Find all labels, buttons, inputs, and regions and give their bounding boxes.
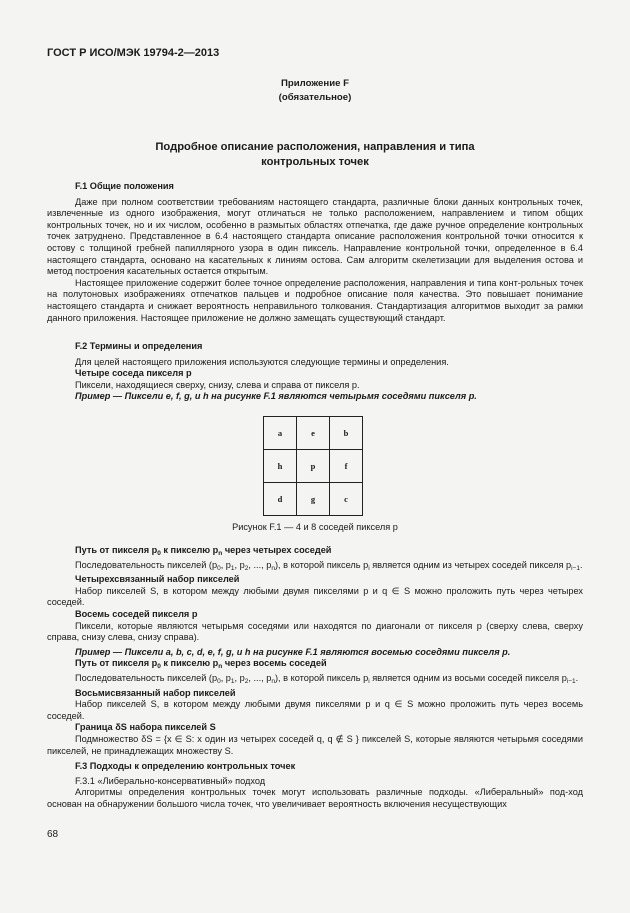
def-path-four: Последовательность пикселей ($p_0$, $p_1$, $p_2$, ..., $p_n$), в которой пиксель $p_i$ является одним из четырех соседей пикселя $p_{i-1}$.: [75, 559, 583, 572]
document-header: ГОСТ Р ИСО/МЭК 19794-2—2013: [47, 47, 220, 59]
term-eight-connected: Восьмисвязанный набор пикселей: [75, 687, 236, 698]
def-path-eight: Последовательность пикселей ($p_0$, $p_1$, $p_2$, ..., $p_n$), в которой пиксель $p_i$ является одним из восьми соседей пикселя $p_{i-1}$.: [75, 672, 579, 685]
example-eight-neighbours: Пример — Пиксели a, b, c, d, e, f, g, и h на рисунке F.1 являются восемью соседями пикселя p.: [75, 646, 511, 657]
term-path-four: Путь от пикселя $p_0$ к пикселю $p_n$ через четырех соседей: [75, 545, 332, 557]
page-number: 68: [47, 829, 59, 840]
pixel-cell: b: [330, 417, 363, 450]
f1-paragraph-1: Даже при полном соответствии требованиям настоящего стандарта, различные блоки данных контрольных точек, извлеченные из одного изображения, могут отличаться не только расположением, направлением и типом общих контрольных точек, но и их числом, особенно в размытых областях отпечатка, где даже ручное определение контрольных точек затруднено. Представленное в 6.4 настоящего стандарта описание расположения контрольной точки относится к остову с толщиной гребней папиллярного узора в один пиксель. Направление контрольной точки, определенное в 6.4 настоящего стандарта, основано на касательных к линиям остова. Сам алгоритм скелетизации для выделения остова и метод построения касательных остается открытым.: [47, 196, 583, 277]
term-eight-neighbours: Восемь соседей пикселя p: [75, 608, 198, 619]
pixel-cell: a: [264, 417, 297, 450]
pixel-cell: h: [264, 450, 297, 483]
def-four-connected: Набор пикселей S, в котором между любыми двумя пикселями p и q ∈ S можно проложить путь через четырех соседей.: [47, 585, 583, 608]
f2-heading: F.2 Термины и определения: [75, 341, 203, 351]
f2-intro: Для целей настоящего приложения используются следующие термины и определения.: [75, 356, 449, 367]
pixel-cell: f: [330, 450, 363, 483]
def-boundary: Подмножество δS = {x ∈ S: x один из четырех соседей q, q ∉ S } пикселей S, которые являются четырьмя соседями пикселей, не принадлежащих множеству S.: [47, 733, 583, 756]
example-four-neighbours: Пример — Пиксели e, f, g, и h на рисунке F.1 являются четырьмя соседями пикселя p.: [75, 391, 477, 402]
pixel-cell: e: [297, 417, 330, 450]
section-f2-bottom: [47, 545, 583, 810]
f3-heading: F.3 Подходы к определению контрольных точек: [75, 761, 296, 772]
pixel-cell: p: [297, 450, 330, 483]
appendix-title: Приложение F: [281, 78, 349, 89]
f1-heading: F.1 Общие положения: [75, 181, 174, 191]
def-eight-neighbours: Пиксели, которые являются четырьмя соседями или находятся по диагонали от пикселя p (сверху слева, сверху справа, снизу слева, снизу справа).: [47, 620, 583, 643]
f1-paragraph-2: Настоящее приложение содержит более точное определение расположения, направления и типа конт-рольных точек на полутоновых изображениях отпечатков пальцев и подробное описание поля качества. Это повышает понимание настоящего стандарта и снижает вероятность неправильного толкования. Стандартизация алгоритмов выходит за рамки данного приложения. Настоящее приложение не должно замещать существующий стандарт.: [47, 277, 583, 323]
pixel-cell: d: [264, 483, 297, 516]
section-title-line2: контрольных точек: [261, 156, 369, 168]
pixel-cell: g: [297, 483, 330, 516]
term-four-neighbours: Четыре соседа пикселя p: [75, 368, 192, 379]
def-four-neighbours: Пиксели, находящиеся сверху, снизу, слева и справа от пикселя p.: [75, 379, 360, 390]
figure-caption: Рисунок F.1 — 4 и 8 соседей пикселя p: [232, 522, 398, 532]
term-path-eight: Путь от пикселя $p_0$ к пикселю $p_n$ через восемь соседей: [75, 658, 327, 671]
term-boundary: Граница δS набора пикселей S: [75, 722, 216, 733]
section-f2-top: [47, 341, 583, 403]
appendix-status: (обязательное): [278, 92, 352, 103]
section-title-line1: Подробное описание расположения, направления и типа: [155, 141, 475, 153]
pixel-neighbourhood-figure: [263, 416, 363, 516]
term-four-connected: Четырехсвязанный набор пикселей: [75, 574, 240, 585]
f3-paragraph-1: Алгоритмы определения контрольных точек могут использовать различные подходы. «Либеральный» под-ход основан на обнаружении большого числа точек, что увеличивает вероятность включения несуществующих: [47, 787, 583, 809]
f3-1-subheading: F.3.1 «Либерально-консервативный» подход: [75, 775, 266, 786]
def-eight-connected: Набор пикселей S, в котором между любыми двумя пикселями p и q ∈ S можно проложить путь через восемь соседей.: [47, 699, 583, 721]
section-f1: [47, 181, 583, 324]
pixel-cell: c: [330, 483, 363, 516]
